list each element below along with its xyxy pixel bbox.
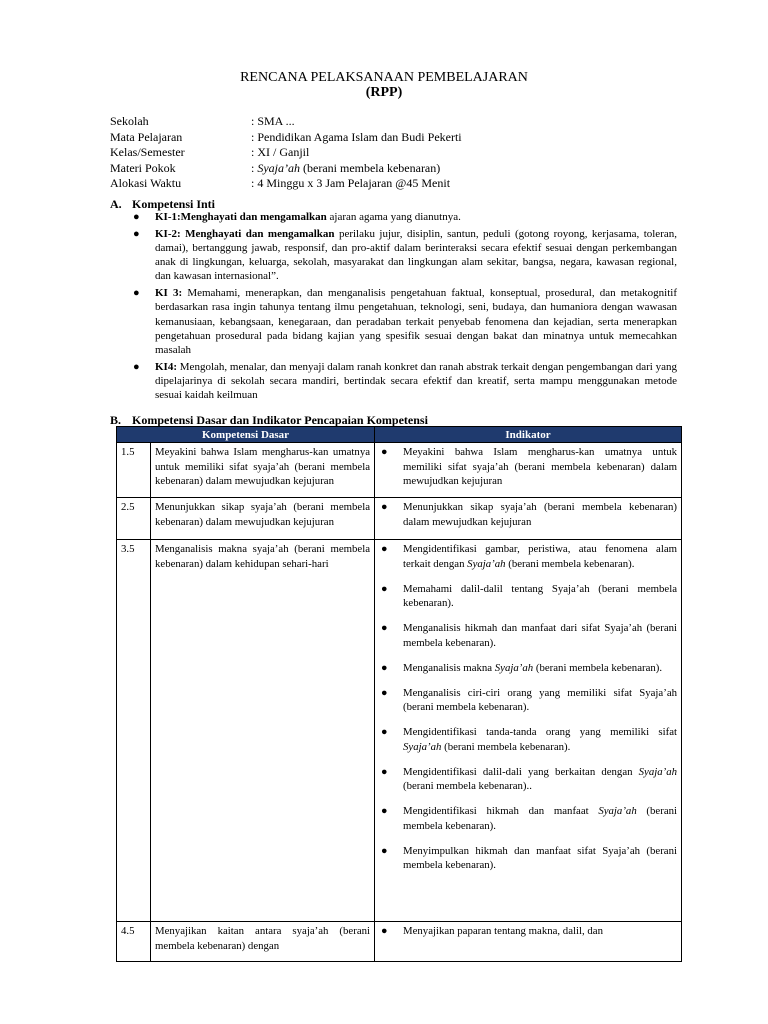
meta-key: Alokasi Waktu	[110, 176, 182, 191]
table-row	[117, 498, 682, 540]
meta-row	[110, 176, 462, 192]
ki-label: KI-2: Menghayati dan mengamalkan	[155, 227, 335, 240]
indikator-item	[379, 804, 680, 833]
ki-item	[133, 210, 677, 224]
kompetensi-inti-list	[133, 210, 680, 405]
meta-value: : SMA ...	[251, 114, 295, 128]
indikator-text-italic: Syaja’ah	[403, 740, 442, 753]
bullet-icon: ●	[133, 211, 140, 223]
indikator-text-post: (berani membela kebenaran).	[403, 805, 680, 832]
bullet-icon: ●	[381, 726, 388, 738]
bullet-icon: ●	[381, 925, 388, 937]
indikator-text: Menyajikan paparan tentang makna, dalil, dan	[403, 925, 603, 937]
indikator-item	[379, 844, 677, 873]
indikator-item	[379, 445, 677, 489]
bullet-icon: ●	[133, 360, 140, 373]
document-title: RENCANA PELAKSANAAN PEMBELAJARAN	[240, 70, 528, 85]
section-number: A.	[110, 197, 122, 211]
ki-item	[133, 227, 680, 284]
kd-number: 1.5	[117, 443, 151, 498]
meta-value: : 4 Minggu x 3 Jam Pelajaran @45 Menit	[251, 176, 451, 191]
indikator-item	[379, 725, 680, 754]
indikator-item	[379, 924, 677, 939]
kd-text: Menunjukkan sikap syaja’ah (berani membela kebenaran) dalam mewujudkan kejujuran	[151, 498, 375, 540]
meta-key: Kelas/Semester	[110, 145, 185, 160]
kd-number: 3.5	[117, 540, 151, 922]
indikator-text-pre: Mengidentifikasi dalil-dali yang berkaitan dengan	[403, 765, 639, 778]
indikator-cell	[375, 922, 682, 962]
indikator-text: Menyimpulkan hikmah dan manfaat sifat Syaja’ah (berani membela kebenaran).	[403, 844, 678, 871]
ki-text: Memahami, menerapkan, dan menganalisis pengetahuan faktual, konseptual, prosedural, dan metakognitif berdasarkan rasa ingin tahunya tentang ilmu pengetahuan, teknologi, seni, budaya, dan humaniora dengan wawasan kemanusiaan, kebangsaan, kenegaraan, dan peradaban terkait penyebab fenomena dan kejadian, serta menerapkan pengetahuan prosedural pada bidang kajian yang spesifik sesuai dengan bakat dan minatnya untuk memecahkan masalah	[155, 287, 680, 357]
section-title: Kompetensi Inti	[132, 197, 216, 211]
ki-label: KI4:	[155, 360, 177, 373]
meta-value: : Pendidikan Agama Islam dan Budi Pekerti	[251, 129, 462, 144]
header-indikator: Indikator	[375, 427, 682, 443]
bullet-icon: ●	[381, 686, 388, 699]
bullet-icon: ●	[133, 287, 140, 300]
indikator-cell	[375, 540, 682, 922]
indikator-item	[379, 542, 680, 571]
meta-value: : XI / Ganjil	[251, 145, 310, 160]
bullet-icon: ●	[381, 446, 388, 458]
kd-number: 2.5	[117, 498, 151, 540]
kd-text: Menyajikan kaitan antara syaja’ah (berani membela kebenaran) dengan	[151, 922, 375, 962]
kd-number: 4.5	[117, 922, 151, 962]
bullet-icon: ●	[381, 765, 388, 778]
indikator-text-italic: Syaja’ah	[638, 765, 678, 778]
indikator-item	[379, 621, 677, 650]
document-subtitle: (RPP)	[365, 85, 403, 100]
meta-row	[110, 145, 462, 161]
ki-item	[133, 286, 680, 357]
indikator-text-pre: Mengidentifikasi hikmah dan manfaat	[403, 805, 599, 817]
meta-value	[251, 161, 440, 177]
indikator-item	[379, 765, 680, 794]
indikator-text: Menganalisis hikmah dan manfaat dari sifat Syaja’ah (berani membela kebenaran).	[403, 622, 678, 649]
indikator-item	[379, 500, 677, 529]
indikator-text: Menunjukkan sikap syaja’ah (berani membela kebenaran) dalam mewujudkan kejujuran	[403, 501, 678, 528]
bullet-icon: ●	[381, 582, 388, 595]
section-number: B.	[110, 413, 122, 427]
bullet-icon: ●	[133, 227, 140, 240]
ki-text: perilaku jujur, disiplin, santun, peduli (gotong royong, kerjasama, toleran, damai), bertanggung jawab, responsif, dan pro-aktif dalam berinteraksi secara efektif sesuai dengan perkembangan anak di lingkungan, keluarga, sekolah, masyarakat dan lingkungan alam sekitar, bangsa, negara, kawasan regional, dan kawasan internasional”.	[155, 227, 680, 283]
section-title: Kompetensi Dasar dan Indikator Pencapaian Kompetensi	[132, 413, 428, 427]
indikator-text-italic: Syaja’ah	[494, 661, 534, 674]
ki-label: KI 3:	[155, 287, 183, 300]
table-row	[117, 540, 682, 922]
ki-item	[133, 360, 680, 403]
bullet-icon: ●	[381, 501, 388, 513]
indikator-text-pre: Menganalisis makna	[403, 661, 495, 674]
indikator-item	[379, 582, 677, 611]
meta-key: Materi Pokok	[110, 160, 176, 175]
indikator-cell	[375, 443, 682, 498]
header-kompetensi-dasar: Kompetensi Dasar	[117, 427, 375, 443]
meta-value-prefix: :	[251, 160, 258, 175]
indikator-text-post: (berani membela kebenaran).	[441, 740, 571, 753]
table-row	[117, 922, 682, 962]
ki-label: KI-1:Menghayati dan mengamalkan	[155, 211, 327, 223]
indikator-text: Menganalisis ciri-ciri orang yang memiliki sifat Syaja’ah (berani membela kebenaran).	[403, 686, 678, 713]
meta-key: Sekolah	[110, 114, 149, 128]
indikator-text-italic: Syaja’ah	[467, 557, 506, 570]
indikator-text-italic: Syaja’ah	[598, 805, 637, 817]
indikator-item	[379, 661, 677, 676]
ki-text: Mengolah, menalar, dan menyaji dalam ranah konkret dan ranah abstrak terkait dengan pengembangan dari yang dipelajarinya di sekolah secara mandiri, bertindak secara efektif dan kreatif, serta mampu menggunakan metode sesuai kaidah keilmuan	[155, 360, 680, 402]
meta-row	[110, 161, 462, 177]
table-header-row	[117, 427, 682, 443]
indikator-item	[379, 686, 677, 715]
meta-row	[110, 130, 462, 146]
kd-indikator-table	[116, 426, 682, 962]
indikator-text-post: (berani membela kebenaran)..	[403, 765, 680, 792]
indikator-text-post: (berani membela kebenaran).	[505, 557, 635, 570]
meta-key: Mata Pelajaran	[110, 129, 183, 144]
bullet-icon: ●	[381, 543, 388, 555]
ki-text: ajaran agama yang dianutnya.	[326, 211, 461, 223]
meta-row	[110, 114, 462, 130]
bullet-icon: ●	[381, 661, 388, 674]
indikator-text-pre: Mengidentifikasi tanda-tanda orang yang memiliki sifat	[403, 726, 680, 738]
kd-text: Meyakini bahwa Islam mengharus-kan umatnya untuk memiliki sifat syaja’ah (berani membela kebenaran) dalam mewujudkan kejujuran	[151, 443, 375, 498]
meta-value-suffix: (berani membela kebenaran)	[300, 160, 441, 175]
table-row	[117, 443, 682, 498]
indikator-text-pre: Mengidentifikasi gambar, peristiwa, atau fenomena alam terkait dengan	[403, 543, 680, 570]
bullet-icon: ●	[381, 844, 388, 857]
indikator-text: Memahami dalil-dalil tentang Syaja’ah (berani membela kebenaran).	[403, 582, 678, 609]
indikator-text-post: (berani membela kebenaran).	[533, 661, 663, 674]
kd-text: Menganalisis makna syaja’ah (berani membela kebenaran) dalam kehidupan sehari-hari	[151, 540, 375, 922]
bullet-icon: ●	[381, 805, 388, 817]
indikator-text: Meyakini bahwa Islam mengharus-kan umatnya untuk memiliki sifat syaja’ah (berani membela kebenaran) dalam mewujudkan kejujuran	[403, 446, 678, 487]
indikator-cell	[375, 498, 682, 540]
bullet-icon: ●	[381, 622, 388, 634]
meta-value-italic: Syaja’ah	[257, 160, 300, 175]
identity-block	[110, 114, 462, 192]
